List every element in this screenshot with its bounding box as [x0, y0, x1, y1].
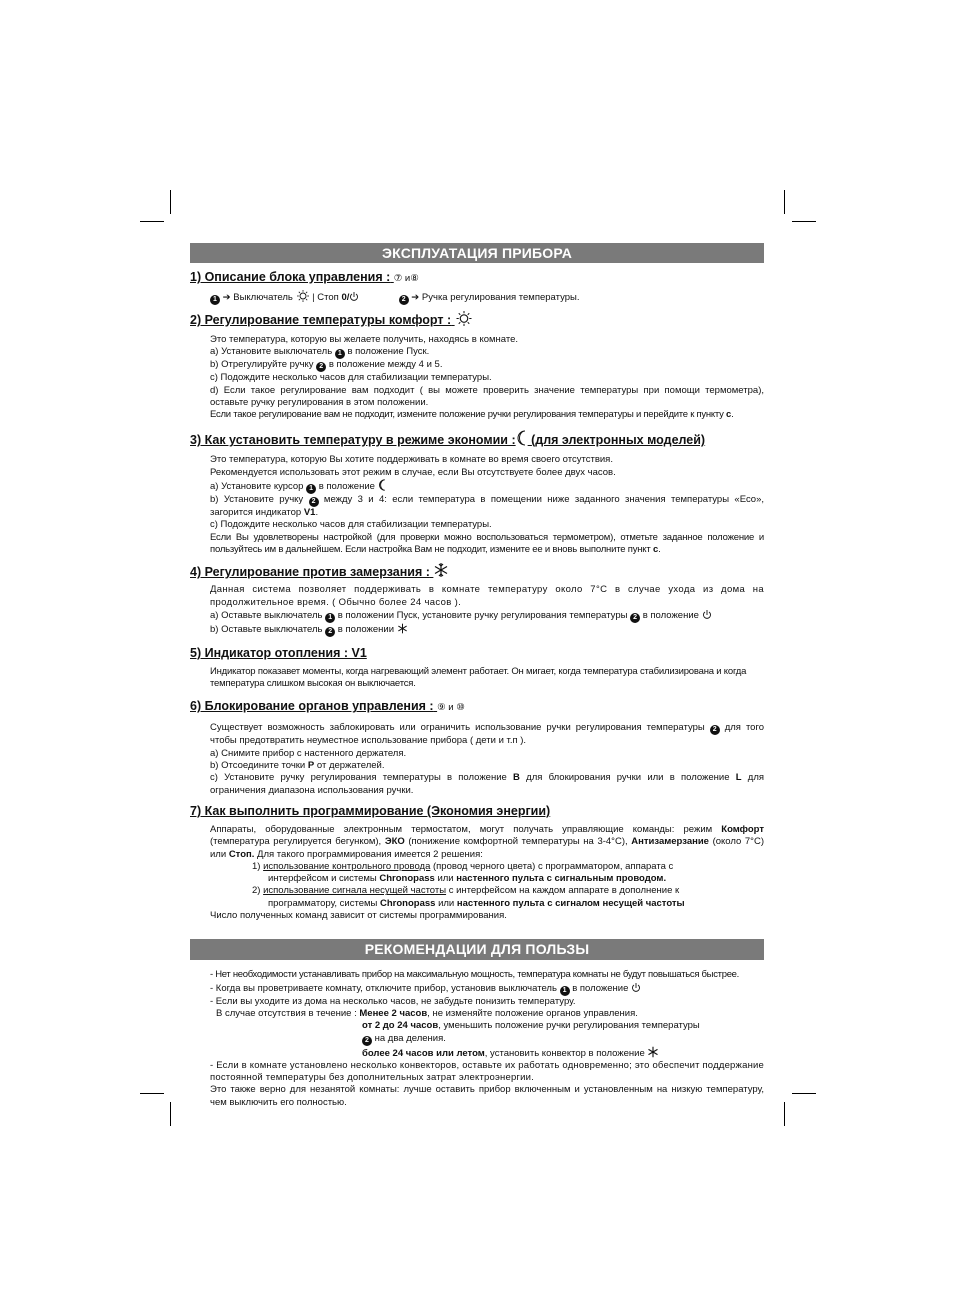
sun-icon: [296, 290, 310, 302]
crop-mark: [792, 221, 816, 222]
section-7-title: 7) Как выполнить программирование (Экономия энергии): [190, 803, 551, 818]
section-banner-operation: ЭКСПЛУАТАЦИЯ ПРИБОРА: [190, 243, 764, 263]
number-badge: 2: [710, 725, 720, 735]
section-5-body: Индикатор показавет моменты, когда нагревающий элемент работает. Он мигает, когда температура стабилизирована и когда температура слишком высокая он выключается.: [210, 665, 747, 690]
section-4-title: 4) Регулирование против замерзания :: [190, 562, 764, 580]
section-banner-recommendations: РЕКОМЕНДАЦИИ ДЛЯ ПОЛЬЗЫ: [190, 939, 764, 960]
power-icon: [349, 291, 359, 302]
snowflake-icon: [397, 623, 408, 634]
number-badge: 2: [309, 497, 319, 507]
section-1-title: 1) Описание блока управления : ⑦ и⑧: [190, 269, 764, 287]
number-badge: 2: [362, 1036, 372, 1046]
figure-refs: ⑨ и ⑩: [437, 702, 465, 714]
arrow-icon: ➔: [222, 292, 231, 303]
section-7-body: Аппараты, оборудованные электронным термостатом, могут получать управляющие команды: режим Комфорт (температура регулируется бегунком), ЭКО (понижение комфортной температуры на 3-4°C), Антизамерзание (около 7°C) или Стоп. Для такого программирования имеется 2 решения: 1) использование контрольного провода (провод черного цвета) с программатором, аппарата с интерфейсом и системы Chronopass или настенного пульта с сигнальным проводом. 2) использование сигнала несущей частоты с интерфейсом на каждом аппарате в дополнение к программатору, системы Chronopass или настенного пульта с сигналом несущей частоты Число полученных команд зависит от системы программирования.: [210, 823, 765, 922]
power-icon: [702, 609, 712, 620]
moon-icon: [378, 479, 387, 491]
control-legend: 1 ➔ Выключатель | Стоп 0/ 2 ➔ Ручка регулирования температуры.: [190, 290, 764, 305]
section-6-body: Существует возможность заблокировать или ограничить использование ручки регулирования температуры 2 для того чтобы предотвратить неуместное использование прибора ( дети и т.п ). a) Снимите прибор с настенного держателя. b) Отсоедините точки P от держателей. c) Установите ручку регулирования температуры в положение B для блокирования ручки или в положение L для ограничения диапазона использования ручки.: [210, 722, 765, 796]
arrow-icon: ➔: [411, 292, 420, 303]
number-badge: 1: [335, 349, 345, 359]
number-badge: 1: [560, 986, 570, 996]
number-badge: 2: [325, 627, 335, 637]
crop-mark: [792, 1093, 816, 1094]
power-icon: [631, 982, 641, 993]
crop-mark: [170, 190, 171, 214]
snowflake-icon: [433, 562, 449, 578]
crop-mark: [140, 1093, 164, 1094]
section-3-title: 3) Как установить температуру в режиме экономии : (для электронных моделей): [190, 430, 764, 448]
section-2-title: 2) Регулирование температуры комфорт :: [190, 311, 764, 328]
section-6-title: 6) Блокирование органов управления : ⑨ и ⑩: [190, 698, 764, 716]
crop-mark: [784, 1102, 785, 1126]
moon-icon: [516, 430, 528, 446]
crop-mark: [140, 221, 164, 222]
number-badge: 2: [630, 613, 640, 623]
recommendations-body: - Нет необходимости устанавливать прибор на максимальную мощность, температура комнаты не будут повышаться быстрее. - Когда вы проветриваете комнату, отключите прибор, установив выключатель 1 в положение - Если вы уходите из дома на несколько часов, не забудьте понизить температуру. В случае отсутствия в течение : Менее 2 часов, не изменяйте положение органов управления. от 2 до 24 часов, уменьшить положение ручки регулирования температуры 2 на два деления. более 24 часов или летом, установить конвектор в положение - Если в комнате установлено несколько конвекторов, оставьте их работать одновременно; это обеспечит поддержание постоянной температуры без дополнительных затрат электроэнергии. Это также верно для незанятой комнаты: лучше оставить прибор включенным и установленным на низкую температуру, чем выключить его полностью.: [210, 969, 765, 1108]
figure-refs: ⑦ и⑧: [393, 273, 419, 284]
number-badge: 1: [306, 484, 316, 494]
sun-icon: [455, 311, 473, 326]
section-2-body: Это температура, которую вы желаете получить, находясь в комнате. a) Установите выключатель 1 в положение Пуск. b) Отрегулируйте ручку 2 в положение между 4 и 5. c) Подождите несколько часов для стабилизации температуры. d) Если такое регулирование вам подходит ( вы можете проверить значение температуры при помощи термометра), оставьте ручку регулирования в этом положении. Если такое регулирование вам не подходит, измените положение ручки регулирования температуры и перейдите к пункту c.: [210, 334, 764, 421]
snowflake-icon: [647, 1046, 659, 1058]
number-badge: 2: [399, 295, 409, 305]
crop-mark: [784, 190, 785, 214]
number-badge: 1: [210, 295, 220, 305]
document-page: [190, 243, 764, 1109]
number-badge: 2: [316, 362, 326, 372]
number-badge: 1: [325, 613, 335, 623]
section-3-body: Это температура, которую Вы хотите поддерживать в комнате во время своего отсутствия. Рекомендуется использовать этот режим в случае, если Вы отсутствуете более двух часов. a) Установите курсор 1 в положение b) Установите ручку 2 между 3 и 4: если температура в помещении ниже заданного значения температуры «Eco», загорится индикатор V1. c) Подождите несколько часов для стабилизации температуры. Если Вы удовлетворены настройкой (для проверки можно воспользоваться термометром), отметьте заданное положение и пользуйтесь им в дальнейшем. Если настройка Вам не подходит, измените ее и вновь выполните пункт c.: [210, 454, 764, 555]
crop-mark: [170, 1102, 171, 1126]
section-5-title: 5) Индикатор отопления : V1: [190, 645, 367, 660]
section-4-body: Данная система позволяет поддерживать в комнате температуру около 7°C в случае ухода из дома на продолжительное время. ( Обычно более 24 часов ). a) Оставьте выключатель 1 в положении Пуск, установите ручку регулирования температуры 2 в положение b) Оставьте выключатель 2 в положении: [210, 584, 764, 635]
